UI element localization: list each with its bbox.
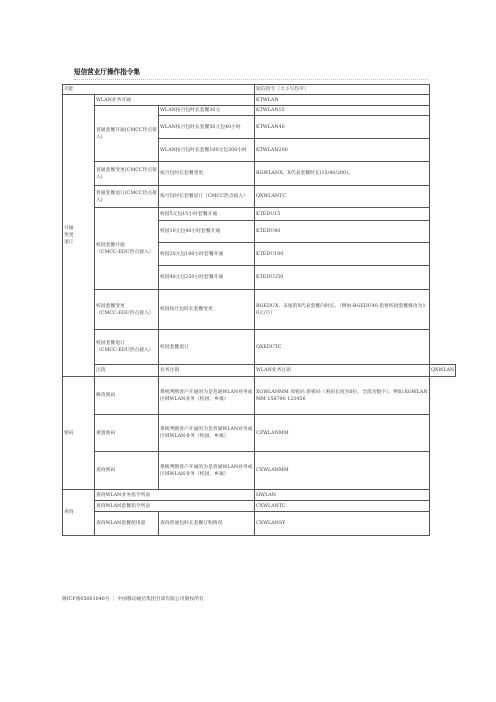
command-cell: QXEDUTC (255, 330, 430, 365)
table-row (63, 106, 456, 116)
group-cell: 校园套餐开通 （CMCC-EDU热点接入） (95, 208, 159, 290)
header-row (63, 85, 456, 95)
function-cell: 校园套餐退订 (159, 330, 255, 365)
command-cell: KTEDU100 (255, 243, 430, 266)
command-cell: QXWLANTC (255, 186, 430, 208)
group-cell: 业务注销 (159, 365, 255, 377)
header-function: 功能 (63, 85, 255, 95)
command-cell: KTEDU250 (255, 266, 430, 290)
group-cell: 查询WLAN套餐使用量 (95, 512, 159, 536)
table-row (63, 377, 456, 415)
section-label-chaxun: 查询 (63, 490, 95, 536)
function-cell: WLAN按月包时长套餐30元 (159, 106, 255, 116)
command-cell: KTEDU15 (255, 208, 430, 221)
function-cell: 校园10元包40小时套餐开通 (159, 221, 255, 243)
group-cell: 修改密码 (95, 377, 159, 415)
table-row (63, 208, 456, 221)
command-cell: CXWLANMM (255, 452, 430, 490)
table-row (63, 490, 456, 501)
command-cell: CXWLANSY (255, 512, 430, 536)
command-cell: BGWLANX，X代表套餐时长(15/40/200)。 (255, 162, 430, 186)
table-row (63, 95, 456, 106)
table-row (63, 501, 456, 512)
group-cell: 重置密码 (95, 415, 159, 452)
table-row (63, 290, 456, 330)
function-cell: 系统判断客户开通的为是普通WLAN业务或区域WLAN业务（校园、乡镇） (159, 452, 255, 490)
command-cell: XGWLANMM 原密码 新密码（密码长度为6位，全部为数字）。例如:XGWLANMM 158790 123456 (255, 377, 430, 415)
function-cell: 校园40元包250小时套餐开通 (159, 266, 255, 290)
function-cell: 系统判断客户开通的为是普通WLAN业务或区域WLAN业务（校园、乡镇） (159, 377, 255, 415)
function-cell: 系统判断客户开通的为是普通WLAN业务或区域WLAN业务（校园、乡镇） (159, 415, 255, 452)
function-cell: WLAN业务开通 (95, 95, 255, 106)
group-cell: 普通套餐退订(CMCC热点接入) (95, 186, 159, 208)
command-table (62, 84, 456, 536)
function-cell: 查询WLAN业务指令列表 (95, 490, 255, 501)
section-label-kaitong: 开通 变更 退订 (63, 95, 95, 377)
command-cell: KTWLAN (255, 95, 430, 106)
command-cell: KTWLAN40 (255, 116, 430, 139)
table-row (63, 162, 456, 186)
command-cell: KTWLAN200 (255, 139, 430, 162)
page-title: 短信营业厅操作指令集 (74, 68, 140, 76)
command-cell: CZWLANMM (255, 415, 430, 452)
function-cell: WLAN按月包时长套餐100元包200小时 (159, 139, 255, 162)
table-row (63, 415, 456, 452)
group-cell: 普通套餐变更(CMCC热点接入) (95, 162, 159, 186)
command-cell: KTEDU40 (255, 221, 430, 243)
function-cell: WLAN业务注销 (255, 365, 430, 377)
divider (74, 79, 428, 80)
table-row (63, 330, 456, 365)
function-cell: 按月包时长套餐退订（CMCC热点接入） (159, 186, 255, 208)
function-cell: 校园20元包100小时套餐开通 (159, 243, 255, 266)
function-cell: 查询WLAN套餐指令列表 (95, 501, 255, 512)
function-cell: 查询普通包时长套餐订购情况 (159, 512, 255, 536)
group-cell: 校园套餐变更 （CMCC-EDU热点接入） (95, 290, 159, 330)
table-row (63, 365, 456, 377)
function-cell: 按月包时长套餐变更 (159, 162, 255, 186)
command-cell: CXWLANTC (255, 501, 430, 512)
table-row (63, 452, 456, 490)
function-cell: 校园5元包15小时套餐开通 (159, 208, 255, 221)
function-cell: 校园按月包时长套餐变更 (159, 290, 255, 330)
group-cell: 查询密码 (95, 452, 159, 490)
section-label-zhuxiao: 注销 (95, 365, 159, 377)
table-row (63, 512, 456, 536)
function-cell: WLAN按月包时长套餐50元包40小时 (159, 116, 255, 139)
footer-copyright: 陇ICP备05001046号 ｜ 中国移动通信集团甘肃有限公司版权所有 (62, 597, 204, 602)
header-command: 短信指令（大小写均可） (255, 85, 430, 95)
command-cell: KTWLAN15 (255, 106, 430, 116)
group-cell: 普通套餐开通(CMCC热点接入) (95, 106, 159, 162)
group-cell: 校园套餐退订 （CMCC-EDU热点接入） (95, 330, 159, 365)
table-row (63, 186, 456, 208)
command-cell: BGEDUX，末尾的X代表套餐内时长。（例如:BGEDU40,指将校园套餐修改为10元/月） (255, 290, 430, 330)
command-table-container (62, 84, 456, 536)
command-cell: QXWLAN (430, 365, 456, 377)
command-cell: HWLAN (255, 490, 430, 501)
section-label-mima: 密码 (63, 377, 95, 490)
